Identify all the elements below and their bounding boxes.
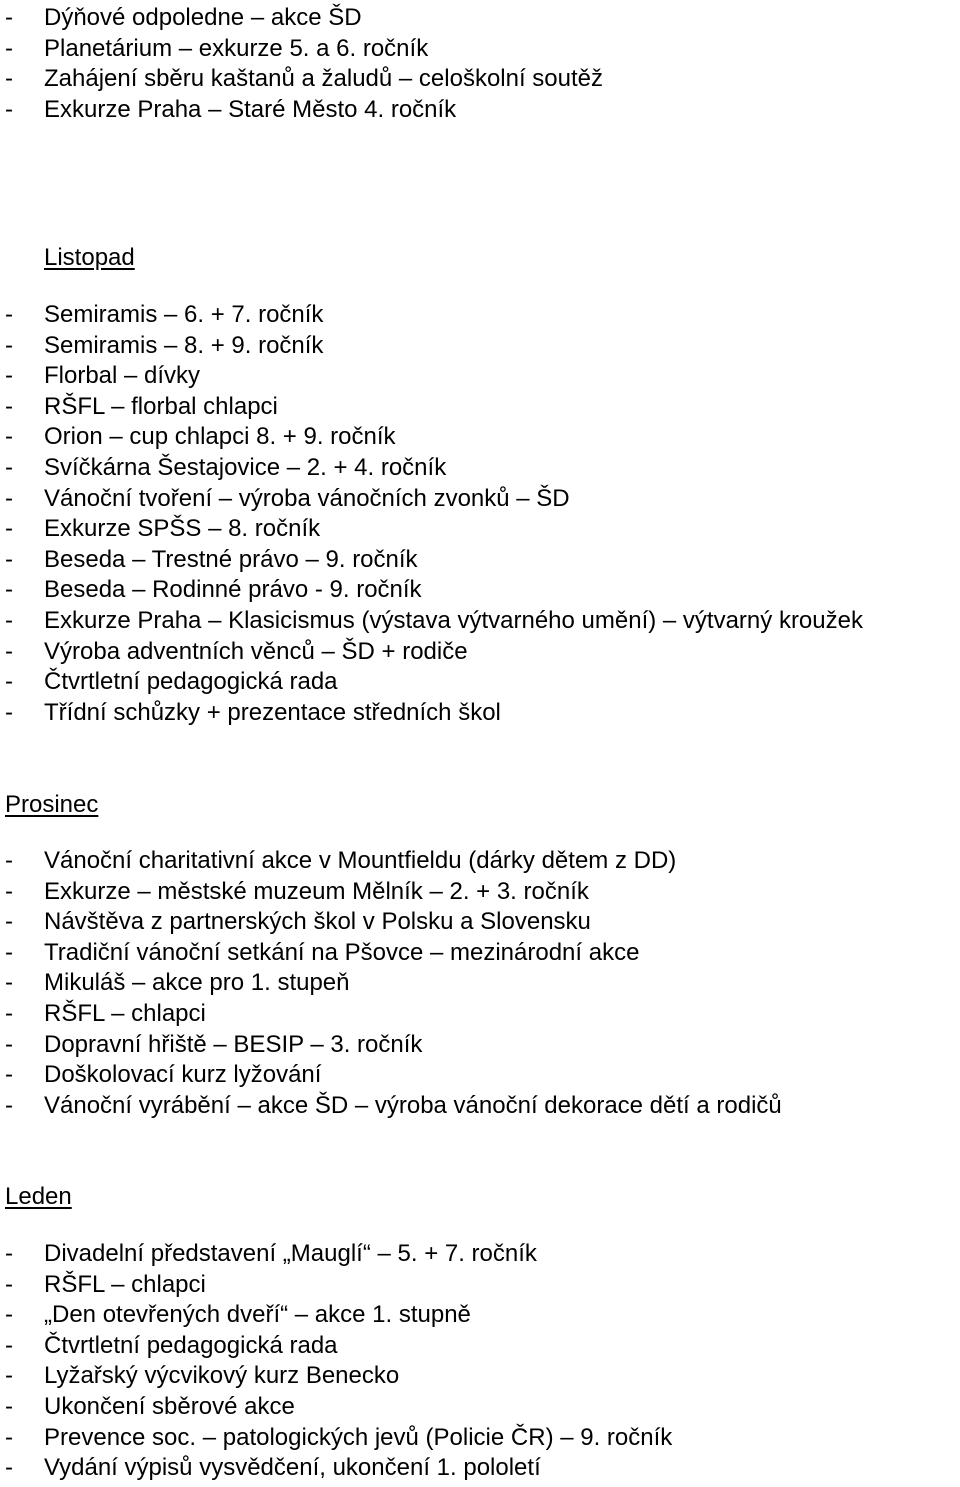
bullet-dash: - <box>5 1362 13 1390</box>
list-item-text: Exkurze – městské muzeum Mělník – 2. + 3. ročník <box>44 877 589 905</box>
bullet-dash: - <box>5 392 13 420</box>
bullet-dash: - <box>5 668 13 696</box>
list-item-text: Vánoční charitativní akce v Mountfieldu (dárky dětem z DD) <box>44 847 677 874</box>
list-item-text: Třídní schůzky + prezentace středních škol <box>44 698 501 726</box>
list-item-text: Čtvrtletní pedagogická rada <box>44 1331 338 1359</box>
bullet-dash: - <box>5 1331 13 1359</box>
bullet-dash: - <box>5 484 13 512</box>
bullet-dash: - <box>5 1240 13 1267</box>
bullet-dash: - <box>5 1270 13 1298</box>
list-item-text: Exkurze SPŠS – 8. ročník <box>44 515 321 543</box>
list-item-text: Exkurze Praha – Staré Město 4. ročník <box>44 95 457 123</box>
bullet-dash: - <box>5 1030 13 1058</box>
list-item-text: RŠFL – chlapci <box>44 999 206 1027</box>
list-item-text: RŠFL – chlapci <box>44 1270 206 1298</box>
bullet-dash: - <box>5 698 13 726</box>
bullet-dash: - <box>5 847 13 874</box>
bullet-dash: - <box>5 545 13 573</box>
bullet-dash: - <box>5 1392 13 1420</box>
bullet-dash: - <box>5 1301 13 1329</box>
list-item-text: Beseda – Trestné právo – 9. ročník <box>44 545 418 573</box>
bullet-dash: - <box>5 4 13 31</box>
bullet-dash: - <box>5 908 13 936</box>
list-item-text: Orion – cup chlapci 8. + 9. ročník <box>44 423 396 451</box>
bullet-dash: - <box>5 65 13 93</box>
section-heading-prosinec: Prosinec <box>5 791 99 818</box>
list-item-text: Dýňové odpoledne – akce ŠD <box>44 4 362 31</box>
bullet-dash: - <box>5 515 13 543</box>
list-item-text: Výroba adventních věnců – ŠD + rodiče <box>44 637 468 665</box>
list-item-text: Divadelní představení „Mauglí“ – 5. + 7. ročník <box>44 1240 537 1267</box>
list-item-text: Florbal – dívky <box>44 362 201 390</box>
bullet-dash: - <box>5 637 13 665</box>
section-heading-leden: Leden <box>5 1183 72 1210</box>
list-item-text: Beseda – Rodinné právo - 9. ročník <box>44 576 422 604</box>
list-item-text: Návštěva z partnerských škol v Polsku a Slovensku <box>44 908 591 936</box>
bullet-dash: - <box>5 606 13 634</box>
bullet-dash: - <box>5 423 13 451</box>
bullet-dash: - <box>5 938 13 966</box>
list-item-text: Doškolovací kurz lyžování <box>44 1061 322 1089</box>
bullet-dash: - <box>5 95 13 123</box>
bullet-dash: - <box>5 1091 13 1119</box>
list-item-text: Lyžařský výcvikový kurz Benecko <box>44 1362 400 1390</box>
bullet-dash: - <box>5 1423 13 1451</box>
bullet-dash: - <box>5 999 13 1027</box>
list-item-text: Mikuláš – akce pro 1. stupeň <box>44 969 350 997</box>
list-item-text: Exkurze Praha – Klasicismus (výstava výtvarného umění) – výtvarný kroužek <box>44 606 863 634</box>
list-item-text: Semiramis – 8. + 9. ročník <box>44 331 324 359</box>
bullet-dash: - <box>5 576 13 604</box>
section-heading-listopad: Listopad <box>44 244 135 271</box>
list-item-text: Vánoční vyrábění – akce ŠD – výroba vánoční dekorace dětí a rodičů <box>44 1091 782 1119</box>
list-item-text: „Den otevřených dveří“ – akce 1. stupně <box>44 1301 471 1329</box>
list-item-text: Ukončení sběrové akce <box>44 1392 295 1420</box>
list-item-text: RŠFL – florbal chlapci <box>44 392 278 420</box>
list-item-text: Semiramis – 6. + 7. ročník <box>44 301 324 328</box>
list-item-text: Prevence soc. – patologických jevů (Policie ČR) – 9. ročník <box>44 1423 673 1451</box>
bullet-dash: - <box>5 1061 13 1089</box>
bullet-dash: - <box>5 301 13 328</box>
bullet-dash: - <box>5 1454 13 1482</box>
list-item-text: Dopravní hřiště – BESIP – 3. ročník <box>44 1030 423 1058</box>
list-item-text: Svíčkárna Šestajovice – 2. + 4. ročník <box>44 453 447 481</box>
list-item-text: Čtvrtletní pedagogická rada <box>44 668 338 696</box>
bullet-dash: - <box>5 453 13 481</box>
bullet-dash: - <box>5 969 13 997</box>
list-item-text: Vánoční tvoření – výroba vánočních zvonků – ŠD <box>44 484 570 512</box>
bullet-dash: - <box>5 331 13 359</box>
bullet-dash: - <box>5 362 13 390</box>
bullet-dash: - <box>5 877 13 905</box>
list-item-text: Tradiční vánoční setkání na Pšovce – mezinárodní akce <box>44 938 640 966</box>
list-item-text: Planetárium – exkurze 5. a 6. ročník <box>44 34 429 62</box>
list-item-text: Zahájení sběru kaštanů a žaludů – celoškolní soutěž <box>44 65 604 93</box>
list-item-text: Vydání výpisů vysvědčení, ukončení 1. pololetí <box>44 1454 541 1482</box>
bullet-dash: - <box>5 34 13 62</box>
